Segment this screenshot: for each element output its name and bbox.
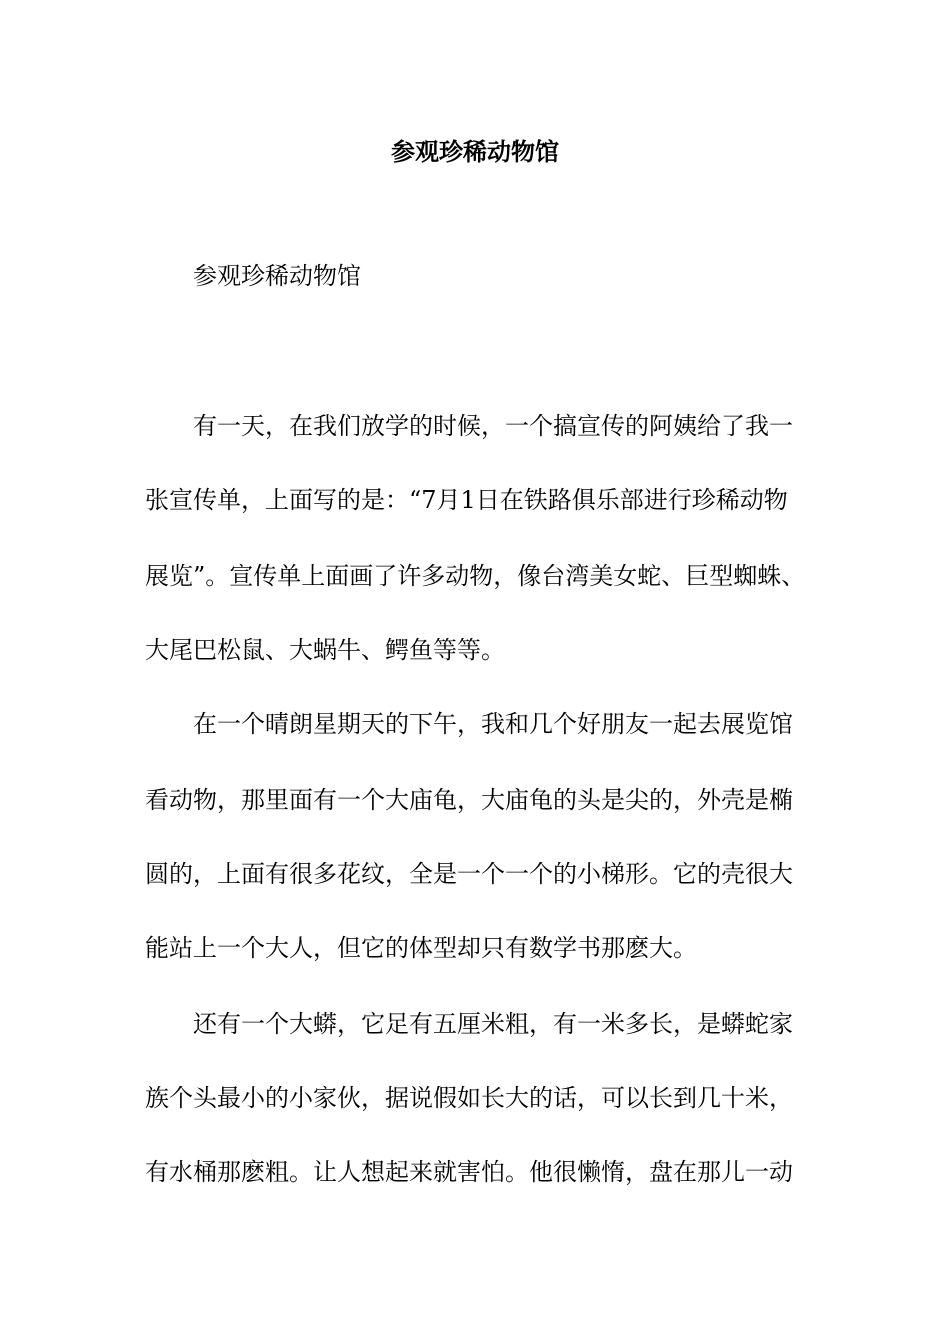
paragraph-1-line-3: 展览”。宣传单上面画了许多动物，像台湾美女蛇、巨型蜘蛛、 bbox=[145, 562, 806, 590]
paragraph-3-line-3: 有水桶那麽粗。让人想起来就害怕。他很懒惰，盘在那儿一动 bbox=[145, 1158, 793, 1186]
subtitle: 参观珍稀动物馆 bbox=[193, 262, 361, 290]
paragraph-2-line-3: 圆的，上面有很多花纹，全是一个一个的小梯形。它的壳很大 bbox=[145, 860, 793, 888]
paragraph-2-line-4: 能站上一个大人，但它的体型却只有数学书那麽大。 bbox=[145, 934, 697, 962]
paragraph-3-line-1: 还有一个大蟒，它足有五厘米粗，有一米多长，是蟒蛇家 bbox=[193, 1010, 793, 1038]
paragraph-3-line-2: 族个头最小的小家伙，据说假如长大的话，可以长到几十米， bbox=[145, 1084, 793, 1112]
page-title: 参观珍稀动物馆 bbox=[391, 137, 559, 166]
paragraph-2-line-1: 在一个晴朗星期天的下午，我和几个好朋友一起去展览馆 bbox=[193, 710, 793, 738]
paragraph-1-line-2: 张宣传单，上面写的是：“7月1日在铁路俱乐部进行珍稀动物 bbox=[145, 486, 788, 514]
paragraph-1-line-4: 大尾巴松鼠、大蜗牛、鳄鱼等等。 bbox=[145, 636, 505, 664]
paragraph-2-line-2: 看动物，那里面有一个大庙龟，大庙龟的头是尖的，外壳是椭 bbox=[145, 786, 793, 814]
paragraph-1-line-1: 有一天，在我们放学的时候，一个搞宣传的阿姨给了我一 bbox=[193, 412, 793, 440]
